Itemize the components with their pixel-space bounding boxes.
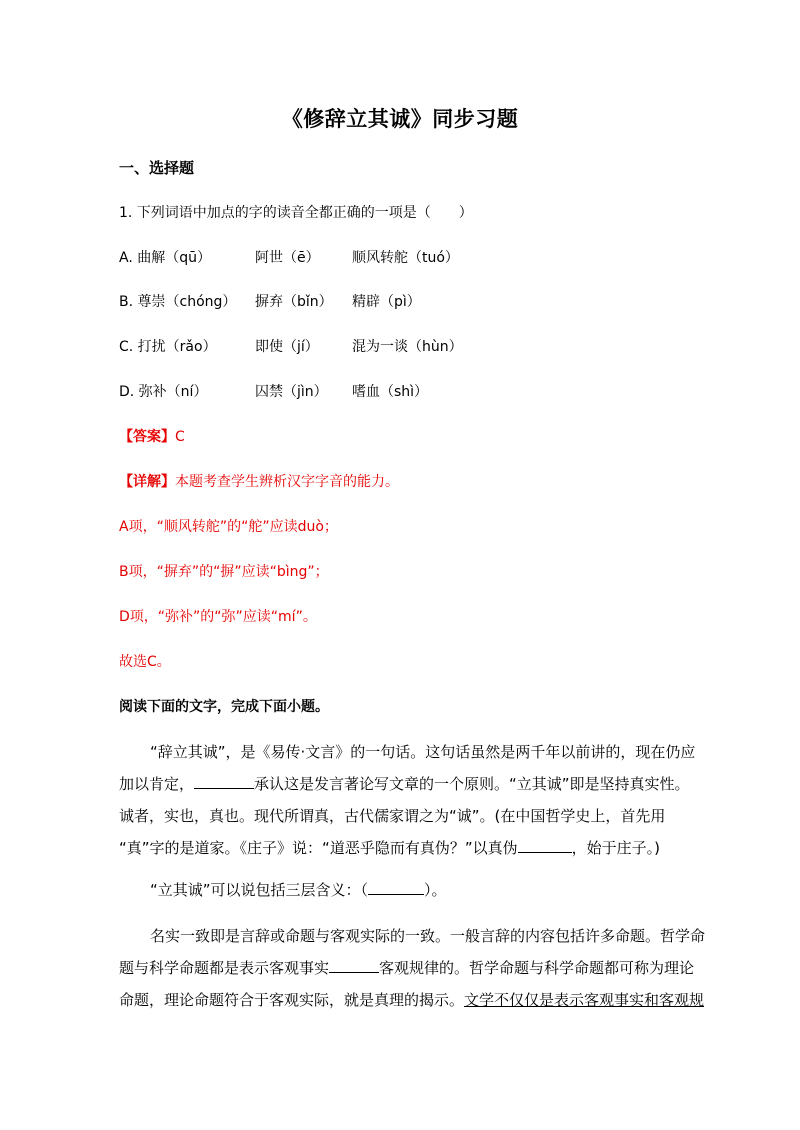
- answer-line: [119, 427, 185, 447]
- passage-text: “立其诚”可以说包括三层含义：（: [150, 881, 369, 899]
- note-b: B项，“摒弃”的“摒”应读“bìng”；: [119, 564, 329, 580]
- option-c-second: 即使（jí）: [255, 339, 319, 355]
- passage-text: 题与科学命题都是表示客观事实: [119, 959, 330, 977]
- answer-tag: 【答案】: [119, 429, 175, 445]
- fill-blank: [194, 774, 254, 789]
- passage-text: ，始于庄子。): [571, 839, 660, 857]
- passage-line: [119, 990, 705, 1010]
- note-d: D项，“弥补”的“弥”应读“mí”。: [119, 609, 317, 625]
- detail-tag: 【详解】: [119, 474, 175, 490]
- option-b-first: B. 尊崇（chóng）: [119, 294, 237, 310]
- passage-text: ）。: [424, 881, 447, 899]
- passage-line: [119, 774, 690, 794]
- option-d-first: D. 弥补（ní）: [119, 384, 208, 400]
- option-c-first: C. 打扰（rǎo）: [119, 339, 217, 355]
- option-d-third: 嗜血（shì）: [352, 384, 429, 400]
- passage-text: 命题，理论命题符合于客观实际，就是真理的揭示。: [119, 991, 465, 1009]
- detail-line: [119, 472, 399, 492]
- passage-text: “真”字的是道家。《庄子》说：“道恶乎隐而有真伪？”以真伪: [119, 839, 518, 857]
- option-b-second: 摒弃（bǐn）: [255, 294, 333, 310]
- passage-text: 承认这是发言著论写文章的一个原则。“立其诚”即是坚持真实性。: [254, 775, 690, 793]
- underlined-text: 文学不仅仅是表示客观事实和客观规: [464, 991, 705, 1009]
- option-a-second: 阿世（ē）: [255, 250, 320, 266]
- note-a: A项，“顺风转舵”的“舵”应读duò；: [119, 519, 338, 535]
- option-c-third: 混为一谈（hùn）: [352, 339, 463, 355]
- passage-text: 客观规律的。哲学命题与科学命题都可称为理论: [379, 959, 695, 977]
- fill-blank: [518, 838, 572, 853]
- passage-line: [150, 880, 710, 900]
- passage-line: [119, 958, 695, 978]
- option-a-third: 顺风转舵（tuó）: [352, 250, 459, 266]
- reading-heading: 阅读下面的文字，完成下面小题。: [119, 699, 329, 715]
- question-stem: 1. 下列词语中加点的字的读音全都正确的一项是（ ）: [119, 205, 473, 221]
- option-d-second: 囚禁（jìn）: [255, 384, 328, 400]
- section-heading: 一、选择题: [119, 159, 195, 177]
- note-conclusion: 故选C。: [119, 654, 171, 670]
- answer-value: C: [175, 429, 185, 445]
- option-b-third: 精辟（pì）: [352, 294, 421, 310]
- passage-text: 加以肯定，: [119, 775, 195, 793]
- passage-line: 名实一致即是言辞或命题与客观实际的一致。一般言辞的内容包括许多命题。哲学命: [150, 927, 706, 945]
- option-a-first: A. 曲解（qū）: [119, 250, 211, 266]
- fill-blank: [368, 880, 424, 895]
- fill-blank: [329, 958, 379, 973]
- detail-text: 本题考查学生辨析汉字字音的能力。: [175, 474, 399, 490]
- passage-line: [119, 838, 679, 858]
- passage-line: “辞立其诚”，是《易传·文言》的一句话。这句话虽然是两千年以前讲的，现在仍应: [150, 743, 696, 761]
- page-title: 《修辞立其诚》同步习题: [281, 106, 519, 131]
- passage-line: 诚者，实也，真也。现代所谓真，古代儒家谓之为“诚”。(在中国哲学史上，首先用: [119, 807, 666, 825]
